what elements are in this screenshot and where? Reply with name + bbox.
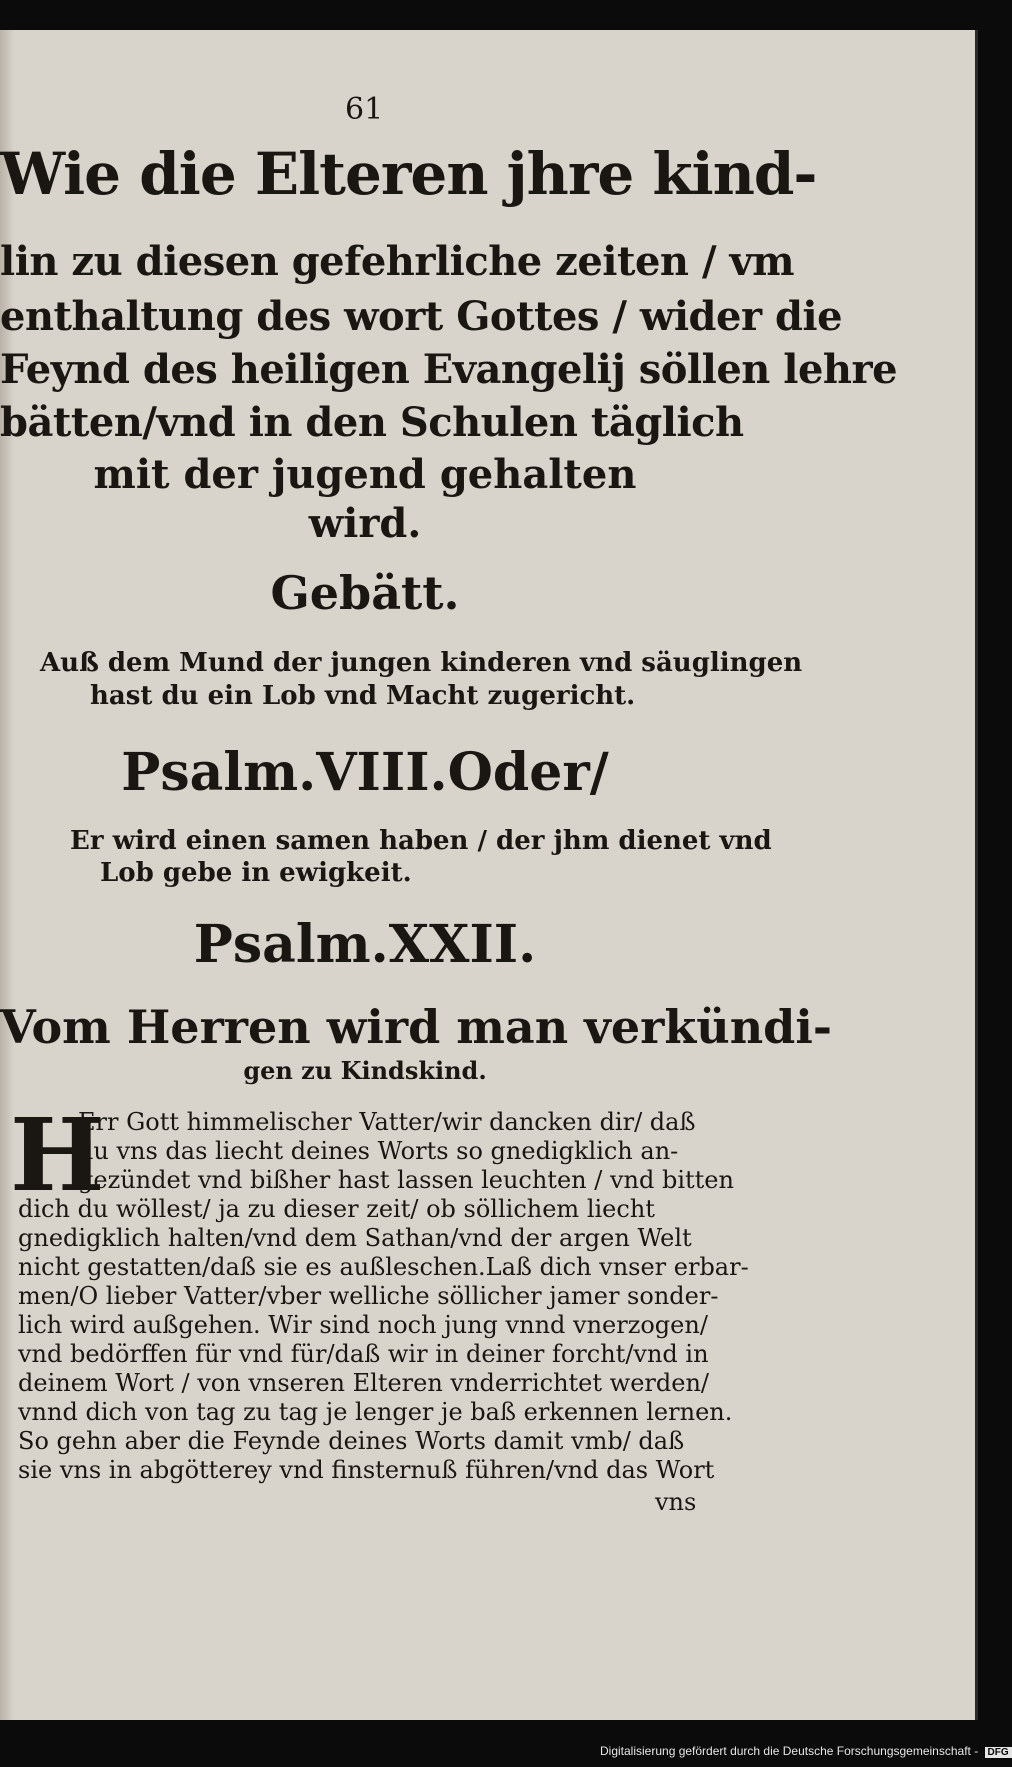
body-line-11: vnnd dich von tag zu tag je lenger je baß erkennen lernen.	[18, 1398, 733, 1426]
body-line-3: gezündet vnd bißher hast lassen leuchten / vnd bitten	[78, 1166, 734, 1194]
body-line-13: sie vns in abgötterey vnd finsternuß führen/vnd das Wort	[18, 1456, 715, 1484]
body-line-4: dich du wöllest/ ja zu dieser zeit/ ob söllichem liecht	[18, 1195, 655, 1223]
catchword: vns	[655, 1488, 697, 1516]
digitization-credit	[600, 1744, 1009, 1764]
title-line-7: wird.	[308, 500, 422, 547]
body-line-9: vnd bedörffen für vnd für/daß wir in deiner forcht/vnd in	[18, 1340, 709, 1368]
body-line-6: nicht gestatten/daß sie es außleschen.Laß dich vnser erbar-	[18, 1253, 749, 1281]
subheading-line-1: Vom Herren wird man verkündi-	[0, 1000, 832, 1054]
body-line-2: du vns das liecht deines Worts so gnedigklich an-	[78, 1137, 679, 1165]
title-line-5: bätten/vnd in den Schulen täglich	[0, 399, 744, 446]
body-line-7: men/O lieber Vatter/vber welliche söllicher jamer sonder-	[18, 1282, 719, 1310]
title-line-1: Wie die Elteren jhre kind-	[0, 140, 817, 208]
body-line-5: gnedigklich halten/vnd dem Sathan/vnd der argen Welt	[18, 1224, 692, 1252]
body-line-10: deinem Wort / von vnseren Elteren vnderrichtet werden/	[18, 1369, 709, 1397]
verse-1-line-1: Auß dem Mund der jungen kinderen vnd säuglingen	[40, 648, 803, 678]
dfg-logo: DFG	[985, 1747, 1012, 1758]
body-line-1: Err Gott himmelischer Vatter/wir dancken dir/ daß	[78, 1108, 696, 1136]
verse-2-line-1: Er wird einen samen haben / der jhm dienet vnd	[70, 826, 772, 856]
psalm-8-reference: Psalm.VIII.Oder/	[121, 742, 609, 803]
section-heading: Gebätt.	[270, 566, 460, 620]
credit-text: Digitalisierung gefördert durch die Deutsche Forschungsgemeinschaft -	[600, 1744, 979, 1758]
body-line-12: So gehn aber die Feynde deines Worts damit vmb/ daß	[18, 1427, 685, 1455]
psalm-22-reference: Psalm.XXII.	[193, 914, 537, 975]
title-line-6: mit der jugend gehalten	[93, 451, 637, 498]
title-line-4: Feynd des heiligen Evangelij söllen lehre	[0, 346, 898, 393]
page-number: 61	[345, 92, 384, 127]
body-line-8: lich wird außgehen. Wir sind noch jung vnnd vnerzogen/	[18, 1311, 708, 1339]
title-line-3: enthaltung des wort Gottes / wider die	[0, 293, 843, 340]
title-line-2: lin zu diesen gefehrliche zeiten / vm	[0, 238, 795, 285]
verse-2-line-2: Lob gebe in ewigkeit.	[100, 858, 412, 888]
verse-1-line-2: hast du ein Lob vnd Macht zugericht.	[90, 681, 636, 711]
drop-cap-initial: H	[10, 1096, 105, 1214]
subheading-line-2: gen zu Kindskind.	[243, 1056, 487, 1085]
